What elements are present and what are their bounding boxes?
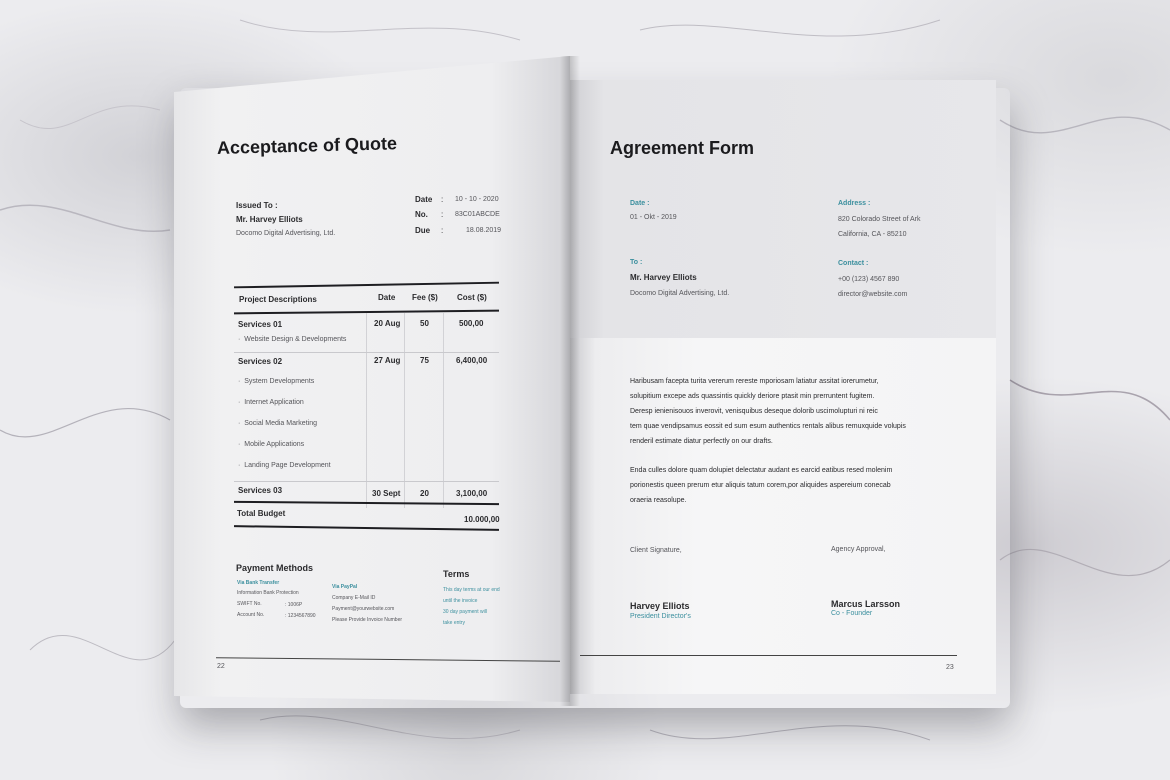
payment-methods-title: Payment Methods bbox=[236, 563, 314, 573]
agency-approval-label: Agency Approval, bbox=[831, 546, 886, 553]
terms-line: 30 day payment will bbox=[443, 609, 487, 615]
client-company: Docomo Digital Advertising, Ltd. bbox=[236, 230, 336, 237]
client-signature-label: Client Signature, bbox=[630, 547, 682, 554]
row-item: · Landing Page Development bbox=[238, 462, 331, 469]
th-fee: Fee ($) bbox=[412, 293, 438, 302]
meta-no-label: No. bbox=[415, 210, 428, 219]
meta-due-label: Due bbox=[415, 226, 431, 235]
row-item: · System Developments bbox=[238, 378, 315, 385]
account-label: Account No. bbox=[237, 612, 265, 618]
terms-line: until the invoice bbox=[443, 598, 478, 604]
row-item: · Social Media Marketing bbox=[238, 420, 317, 427]
col-divider bbox=[404, 313, 405, 508]
address-line: 820 Colorado Street of Ark bbox=[838, 216, 921, 223]
agreement-paragraph-line: renderil estimate diatur perfectly on our drafts. bbox=[630, 438, 773, 445]
row-service-name: Services 03 bbox=[238, 486, 283, 495]
swift-value: : 1006P bbox=[285, 602, 303, 608]
row-item-text: Website Design & Developments bbox=[244, 336, 347, 343]
bank-transfer-title: Via Bank Transfer bbox=[237, 580, 280, 586]
agreement-paragraph-line: porionestis queen prerum etur aliquis tatum corem,por aliquides aspereium conecab bbox=[630, 482, 891, 489]
to-label: To : bbox=[630, 259, 643, 266]
signer1-role: President Director's bbox=[630, 613, 691, 620]
contact-phone: +00 (123) 4567 890 bbox=[838, 276, 900, 283]
row-cost: 3,100,00 bbox=[456, 489, 488, 498]
row-item: · Mobile Applications bbox=[238, 441, 305, 448]
meta-due-value: 18.08.2019 bbox=[466, 227, 502, 234]
row-item: · Internet Application bbox=[238, 399, 304, 406]
swift-label: SWIFT No. bbox=[237, 601, 262, 607]
page-fold bbox=[560, 56, 580, 706]
left-page-number: 22 bbox=[217, 663, 225, 670]
agreement-paragraph-line: Deresp ienienisouos inverovit, venisquibus deseque dolorib uscimolupturi ni reic bbox=[630, 408, 878, 415]
row-item: · Website Design & Developments bbox=[238, 336, 347, 343]
row-item-text: Mobile Applications bbox=[244, 441, 305, 448]
agreement-title: Agreement Form bbox=[610, 138, 755, 158]
bank-info-label: Information Bank Protection bbox=[237, 590, 299, 596]
row-rule bbox=[234, 352, 499, 353]
address-line: California, CA - 85210 bbox=[838, 231, 907, 238]
meta-no-sep: : bbox=[441, 210, 444, 219]
row-item-text: Social Media Marketing bbox=[244, 420, 317, 427]
paypal-title: Via PayPal bbox=[332, 584, 358, 590]
agreement-paragraph-line: Haribusam facepta turita vererum rereste mporiosam latiatur assitat iorerumetur, bbox=[630, 378, 879, 385]
agreement-paragraph-line: Enda culles dolore quam dolupiet delectatur audant es earcid eatibus resed molenim bbox=[630, 467, 893, 474]
row-date: 27 Aug bbox=[374, 356, 401, 365]
date-label: Date : bbox=[630, 200, 650, 207]
client-name: Mr. Harvey Elliots bbox=[236, 215, 303, 224]
row-fee: 20 bbox=[420, 489, 429, 498]
agreement-paragraph-line: tem quae vendipsamus eossit ed sum esum authentics rentals alibus remuxquide volupis bbox=[630, 423, 906, 430]
terms-line: take entry bbox=[443, 620, 465, 626]
agreement-paragraph-line: solupitium excepe ads quassintis quickly deriore ptasit min prerruntent fugitem. bbox=[630, 393, 875, 400]
to-company: Docomo Digital Advertising, Ltd. bbox=[630, 290, 730, 297]
right-page-header-panel bbox=[570, 80, 996, 338]
col-divider bbox=[443, 313, 444, 508]
th-cost: Cost ($) bbox=[457, 293, 487, 302]
terms-line: This day terms at our end bbox=[443, 587, 500, 593]
meta-due-sep: : bbox=[441, 226, 444, 235]
row-item-text: Landing Page Development bbox=[244, 462, 331, 469]
row-fee: 75 bbox=[420, 356, 429, 365]
row-cost: 500,00 bbox=[459, 319, 484, 328]
paypal-line: Please Provide Invoice Number bbox=[332, 617, 403, 623]
row-date: 20 Aug bbox=[374, 319, 401, 328]
quote-title: Acceptance of Quote bbox=[216, 133, 398, 158]
row-service-name: Services 02 bbox=[238, 357, 283, 366]
terms-title: Terms bbox=[443, 569, 470, 579]
th-description: Project Descriptions bbox=[239, 295, 317, 304]
contact-label: Contact : bbox=[838, 260, 869, 267]
meta-date-sep: : bbox=[441, 195, 444, 204]
row-item-text: System Developments bbox=[244, 378, 315, 385]
col-divider bbox=[366, 313, 367, 508]
meta-date-label: Date bbox=[415, 195, 433, 204]
account-value: : 1234567890 bbox=[285, 613, 316, 619]
row-date: 30 Sept bbox=[372, 489, 401, 498]
total-budget-value: 10.000,00 bbox=[464, 515, 500, 524]
to-name: Mr. Harvey Elliots bbox=[630, 273, 697, 282]
row-fee: 50 bbox=[420, 319, 429, 328]
row-item-text: Internet Application bbox=[244, 399, 304, 406]
date-value: 01 - Okt - 2019 bbox=[630, 214, 677, 221]
th-date: Date bbox=[378, 293, 396, 302]
agreement-paragraph-line: oraeria reasolupe. bbox=[630, 497, 687, 504]
meta-no-value: 83C01ABCDE bbox=[455, 211, 500, 218]
total-budget-label: Total Budget bbox=[237, 509, 286, 518]
paypal-line: Company E-Mail ID bbox=[332, 595, 376, 601]
row-cost: 6,400,00 bbox=[456, 356, 488, 365]
paypal-line: Payment@yourwebsite.com bbox=[332, 606, 395, 612]
address-label: Address : bbox=[838, 200, 871, 207]
issued-to-label: Issued To : bbox=[236, 201, 278, 210]
signer2-name: Marcus Larsson bbox=[831, 599, 901, 609]
right-footer-rule bbox=[580, 655, 957, 656]
meta-date-value: 10 - 10 - 2020 bbox=[455, 196, 499, 203]
signer2-role: Co - Founder bbox=[831, 610, 873, 617]
row-rule bbox=[234, 481, 499, 482]
right-page-number: 23 bbox=[946, 664, 954, 671]
signer1-name: Harvey Elliots bbox=[630, 601, 690, 611]
contact-email: director@website.com bbox=[838, 291, 908, 298]
row-service-name: Services 01 bbox=[238, 320, 283, 329]
